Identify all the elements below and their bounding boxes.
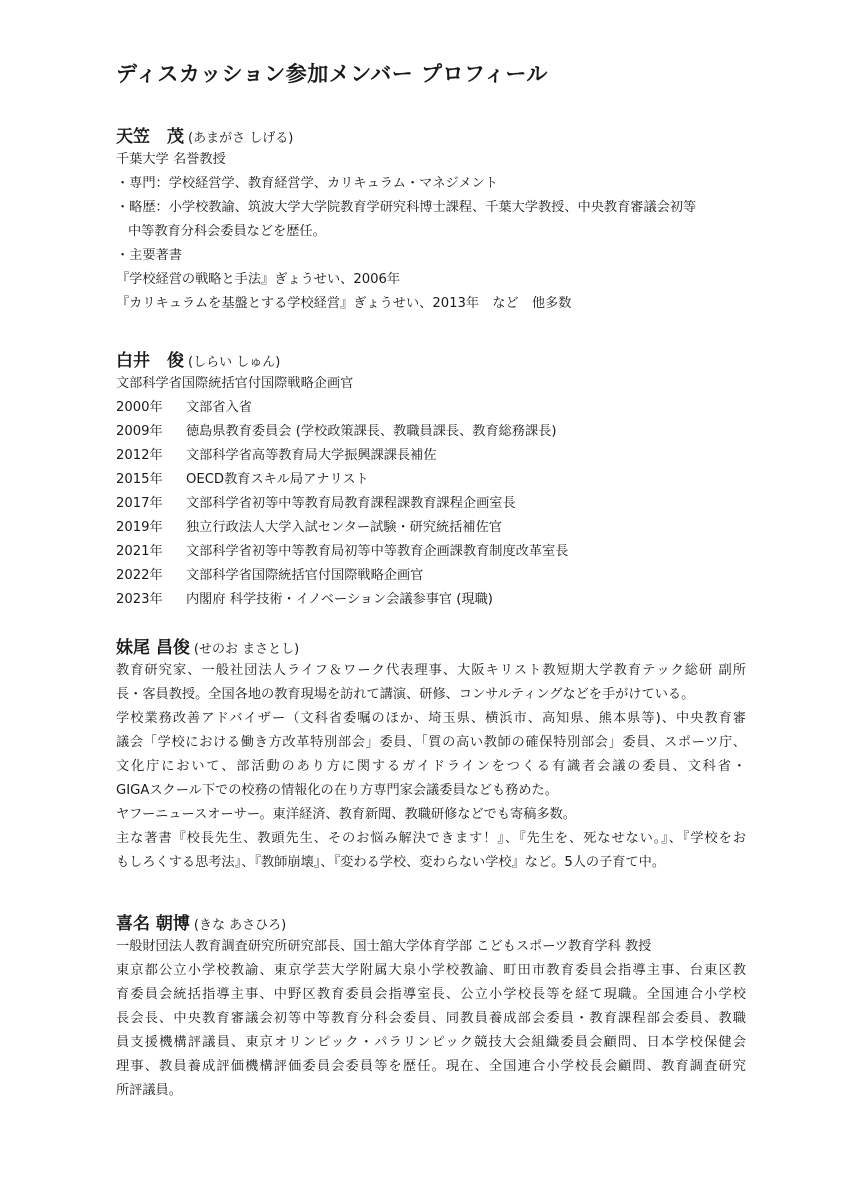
history-text: 文部省入省: [186, 400, 252, 415]
history-year: 2019年: [116, 520, 163, 535]
history-text: OECD教育スキル局アナリスト: [186, 472, 369, 487]
member-position: 文部科学省国際統括官付国際戦略企画官: [116, 376, 354, 391]
member-bio: [116, 659, 746, 875]
member-reading: (きな あさひろ): [193, 918, 287, 933]
history-year: 2000年: [116, 400, 163, 415]
member-bio: [116, 935, 746, 1103]
bio-line: 員支援機構評議員、東京オリンピック・パラリンピック競技大会組織委員会顧問、日本学校保健会: [116, 1035, 746, 1050]
history-row: [116, 516, 746, 540]
member-profile-senoo: [116, 633, 746, 875]
member-name: 天笠 茂: [116, 127, 184, 147]
history-text: 独立行政法人大学入試センター試験・研究統括補佐官: [186, 520, 502, 535]
history-text: 文部科学省初等中等教育局教育課程課教育課程企画室長: [186, 496, 516, 511]
member-heading: [116, 122, 746, 148]
history-row: [116, 540, 746, 564]
bio-line: GIGAスクール下での校務の情報化の在り方専門家会議委員なども務めた。: [116, 783, 558, 798]
history-row: [116, 396, 746, 420]
member-name: 喜名 朝博: [116, 914, 190, 934]
history-row: [116, 588, 746, 612]
history-text: 内閣府 科学技術・イノベーション会議参事官 (現職): [186, 592, 493, 607]
bio-line: 所評議員。: [116, 1083, 182, 1098]
history-row: [116, 468, 746, 492]
bio-line: 学校業務改善アドバイザー（文科省委嘱のほか、埼玉県、横浜市、高知県、熊本県等)、中央教育審: [116, 711, 746, 726]
history-year: 2012年: [116, 448, 163, 463]
profile-line: ・主要著書: [116, 248, 182, 263]
history-row: [116, 492, 746, 516]
bio-line: もしろくする思考法』、『教師崩壊』、『変わる学校、変わらない学校』など。5人の子育て中。: [116, 855, 666, 870]
history-text: 文部科学省国際統括官付国際戦略企画官: [186, 568, 424, 583]
bio-line: 議会「学校における働き方改革特別部会」委員、「質の高い教師の確保特別部会」委員、スポーツ庁、: [116, 735, 746, 750]
history-year: 2017年: [116, 496, 163, 511]
profile-line: ・専門：学校経営学、教育経営学、カリキュラム・マネジメント: [116, 176, 498, 191]
history-row: [116, 564, 746, 588]
history-row: [116, 444, 746, 468]
member-name: 白井 俊: [116, 351, 184, 371]
history-year: 2023年: [116, 592, 163, 607]
bio-line: 一般財団法人教育調査研究所研究部長、国士舘大学体育学部 こどもスポーツ教育学科 教授: [116, 939, 652, 954]
member-heading: [116, 909, 746, 935]
history-text: 文部科学省初等中等教育局初等中等教育企画課教育制度改革室長: [186, 544, 569, 559]
bio-line: 育委員会統括指導主事、中野区教育委員会指導室長、公立小学校長等を経て現職。全国連合小学校: [116, 987, 746, 1002]
history-row: [116, 420, 746, 444]
history-text: 徳島県教育委員会 (学校政策課長、教職員課長、教育総務課長): [186, 424, 557, 439]
bio-line: 主な著書『校長先生、教頭先生、そのお悩み解決できます！』、『先生を、死なせない。』、『学校をお: [116, 831, 746, 846]
history-year: 2015年: [116, 472, 163, 487]
profile-line: 千葉大学 名誉教授: [116, 152, 226, 167]
profile-line: 中等教育分科会委員などを歴任。: [128, 224, 326, 239]
member-heading: [116, 346, 746, 372]
member-profile-shirai: [116, 346, 746, 612]
bio-line: 文化庁において、部活動のあり方に関するガイドラインをつくる有識者会議の委員、文科省・: [116, 759, 746, 774]
history-year: 2021年: [116, 544, 163, 559]
profile-line: 『カリキュラムを基盤とする学校経営』ぎょうせい、2013年 など 他多数: [116, 296, 572, 311]
bio-line: 理事、教員養成評価機構評価委員会委員等を歴任。現在、全国連合小学校長会顧問、教育調査研究: [116, 1059, 746, 1074]
profile-line: ・略歴：小学校教諭、筑波大学大学院教育学研究科博士課程、千葉大学教授、中央教育審議会初等: [116, 200, 697, 215]
history-year: 2009年: [116, 424, 163, 439]
history-text: 文部科学省高等教育局大学振興課課長補佐: [186, 448, 437, 463]
member-profile-kina: [116, 909, 746, 1103]
history-year: 2022年: [116, 568, 163, 583]
member-name: 妹尾 昌俊: [116, 638, 190, 658]
bio-line: ヤフーニュースオーサー。東洋経済、教育新聞、教職研修などでも寄稿多数。: [116, 807, 576, 822]
member-heading: [116, 633, 746, 659]
member-profile-amagasa: [116, 122, 746, 316]
bio-line: 長会長、中央教育審議会初等中等教育分科会委員、同教員養成部会委員・教育課程部会委員、教職: [116, 1011, 746, 1026]
bio-line: 長・客員教授。全国各地の教育現場を訪れて講演、研修、コンサルティングなどを手がけている。: [116, 687, 695, 702]
profile-line: 『学校経営の戦略と手法』ぎょうせい、2006年: [116, 272, 401, 287]
member-reading: (せのお まさとし): [193, 642, 300, 657]
bio-line: 教育研究家、一般社団法人ライフ＆ワーク代表理事、大阪キリスト教短期大学教育テック総研 副所: [116, 663, 746, 678]
member-reading: (あまがさ しげる): [188, 131, 294, 146]
bio-line: 東京都公立小学校教諭、東京学芸大学附属大泉小学校教諭、町田市教育委員会指導主事、台東区教: [116, 963, 746, 978]
page-title: ディスカッション参加メンバー プロフィール: [116, 62, 548, 86]
member-reading: (しらい しゅん): [188, 355, 281, 370]
